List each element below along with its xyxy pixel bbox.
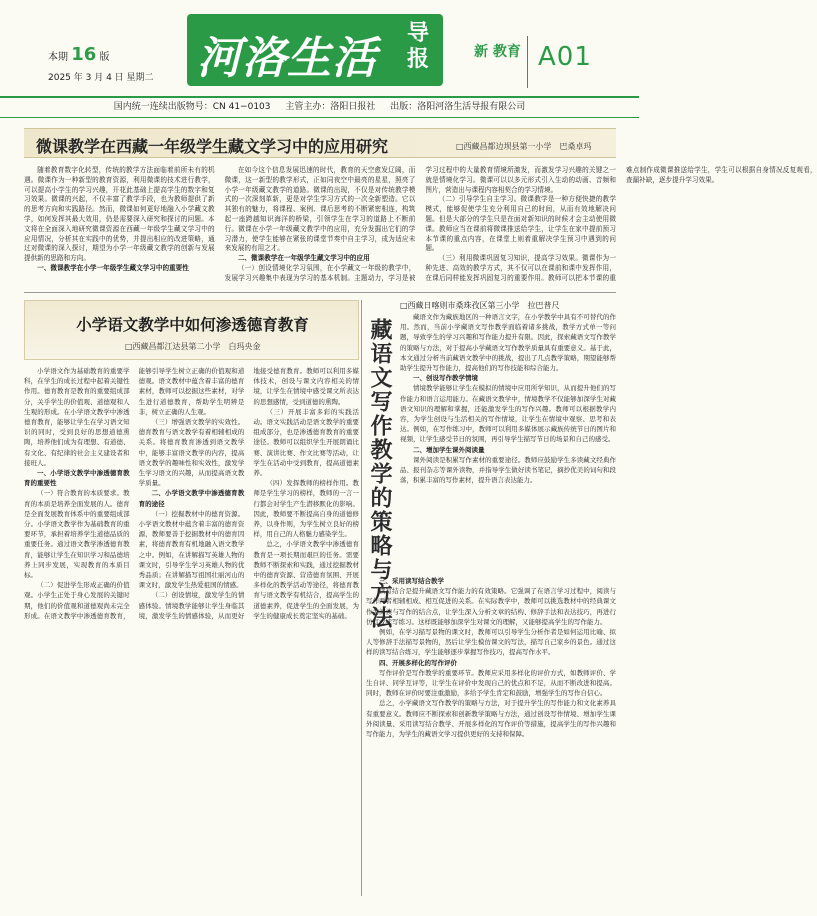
paragraph: （三）增强语文教学的实效性。德育教育与语文教学有着相辅相成的关系。将德育教育渗透到语文教学中，能够丰富语文教学的内容，提高语文教学的趣味性和实效性，激发学生学习语文的兴趣，从而提高语文教学质量。 (138, 418, 245, 488)
article-body (24, 166, 817, 286)
paragraph: （二）创设情境，激发学生的情感体验。情境教学能够让学生身临其境，激发学生的情感体验，从而更好地接受德育教育。教师可以利用多媒体技术，创设与课文内容相关的情境，让学生在情境中感受课文所表达的思想感情，受到道德的熏陶。 (138, 367, 359, 620)
issue-date: 2025 年 3 月 4 日 星期二 (48, 73, 154, 83)
article-title: 藏语文写作教学的策略与方法 (367, 318, 393, 630)
section-heading: 四、开展多样化的写作评价 (379, 658, 457, 667)
section-heading: 三、采用读写结合教学 (379, 577, 444, 585)
article-moral-education (24, 300, 359, 896)
paragraph: （三）开展丰富多彩的实践活动。语文实践活动是语文教学的重要组成部分，也是渗透德育教育的重要途径。教师可以组织学生开展朗诵比赛、演讲比赛、作文比赛等活动，让学生在活动中受到教育，提高道德素养。 (253, 407, 359, 478)
paragraph: （四）发挥教师的榜样作用。教师是学生学习的榜样，教师的一言一行都会对学生产生潜移默化的影响。因此，教师要不断提高自身的道德修养，以身作则，为学生树立良好的榜样，用自己的人格魅力感染学生。 (253, 479, 359, 539)
horizontal-divider (24, 292, 616, 293)
paragraph: （一）创设情境化学习氛围，在小学藏文一年级的教学中，发展学习兴趣集中表现为学习的基本机制。主题动力，学习是被学习过程中的大量教育情境所激发，而激发学习兴趣的关键之一就是情境化学习。微课可以以多元形式引入生动的动画、音频和图片，营造出与课程内容相契合的学习情境。 (224, 166, 616, 282)
section-label: 新 教育 (468, 36, 528, 88)
article-author: □西藏日喀则市桑珠孜区第三小学 拉巴普尺 (400, 301, 560, 310)
section-heading: 二、增加学生课外阅读量 (413, 445, 485, 454)
issue-number: 16 (71, 44, 97, 65)
masthead (0, 0, 639, 102)
article-author: □西藏昌都边坝县第一小学 巴桑卓玛 (456, 142, 592, 151)
sponsor: 主管主办：洛阳日报社 (285, 102, 376, 112)
article-title-bar (24, 300, 359, 360)
paragraph: 读写结合是提升藏语文写作能力的有效策略。它强调了在语言学习过程中，阅读与写作两者相辅相成、相互促进的关系。在实际教学中，教师可以挑选教材中的经典课文作为阅读与写作的结合点，让学生深入分析文章的结构、修辞手法和表达技巧，再进行仿写或续写练习。这样既能够加深学生对课文的理解，又能够提高学生的写作能力。 (366, 587, 616, 626)
issue-suffix: 版 (99, 52, 110, 63)
paragraph: 例如，在学习描写景物的课文时，教师可以引导学生分析作者是如何运用比喻、拟人等修辞手法描写景物的，然后让学生模仿课文的写法，描写自己家乡的景色。通过这样的读写结合练习，学生能够逐步掌握写作技巧，提高写作水平。 (366, 628, 616, 657)
cn-number: 国内统一连续出版物号：CN 41−0103 (113, 102, 271, 112)
paragraph: （一）符合教育的本质要求。教育的本质是培养全面发展的人。德育是全面发展教育体系中的重要组成部分。小学语文教学作为基础教育的重要环节，承担着培养学生道德品质的重要任务。通过语文教学渗透德育教育，能够让学生在知识学习和品德培养上同步发展，实现教育的本质目标。 (24, 489, 130, 580)
section-heading: 二、小学语文教学中渗透德育教育的途径 (138, 489, 245, 508)
article-microlecture (24, 128, 817, 286)
paragraph: 写作评价是写作教学的重要环节。教师应采用多样化的评价方式，如教师评价、学生自评、同学互评等，让学生在评价中发现自己的优点和不足，从而不断改进和提高。同时，教师在评价时要注重激励，多给予学生肯定和鼓励，增强学生的写作自信心。 (366, 668, 616, 698)
paper-name: 河洛生活 (197, 33, 377, 84)
paragraph: （二）促进学生形成正确的价值观。小学生正处于身心发展的关键时期，他们的价值观和道德观尚未完全形成。在语文教学中渗透德育教育，能够引导学生树立正确的价值观和道德观。语文教材中蕴含着丰富的德育素材，教师可以挖掘这些素材，对学生进行道德教育，帮助学生明辨是非，树立正确的人生观。 (24, 367, 245, 620)
paragraph: 在如今这个信息发展迅速的时代，教育的天空愈发辽阔，而微课，这一新型的教学形式，正如同夜空中最亮的星星，照亮了小学一年级藏文教学的道路。微课的出现，不仅是对传统教学模式的一次深刻革新，更是对学生学习方式的一次全新塑造。它以其独有的魅力，将课程、案例、课后思考的不断紧密相连，构筑起一座跨越知识海洋的桥梁，引领学生在学习的道路上不断前行。微课在小学一年级藏文教学中的应用，充分发掘出它们的学习潜力，使学生能够在紧张的课堂节奏中自主学习，成为适应未来发展的有用之才。 (224, 166, 416, 253)
section-heading: 二、微课教学在一年级学生藏文学习中的应用 (237, 254, 370, 263)
paragraph: （一）挖掘教材中的德育资源。小学语文教材中蕴含着丰富的德育资源，教师要善于挖掘教材中的德育因素，将德育教育有机地融入语文教学之中。例如，在讲解描写英雄人物的课文时，引导学生学习英雄人物的优秀品质；在讲解描写祖国壮丽河山的课文时，激发学生热爱祖国的情感。 (138, 509, 245, 590)
paragraph: 藏语文作为藏族地区的一种语言文字，在小学教学中具有不可替代的作用。然而，当前小学藏语文写作教学面临着诸多挑战，教学方式单一等问题，导致学生的学习兴趣和写作能力提升有限。因此，探索藏语文写作教学的策略与方法，对于提高小学藏语文写作教学质量具有重要意义。基于此，本文通过分析当前藏语文教学中的挑战，提出了几点教学策略，期望能够帮助学生提升写作能力，提高他们的写作技能和综合能力。 (400, 313, 616, 373)
paragraph: 课外阅读是积累写作素材的重要途径。教师应鼓励学生多读藏文经典作品、报刊杂志等课外读物，并指导学生做好读书笔记，摘抄优美的词句和段落，积累丰富的写作素材，提升语言表达能力。 (400, 455, 616, 485)
vertical-divider (361, 300, 362, 896)
paragraph: （三）利用微课巩固复习知识，提高学习效果。微课作为一种先进、高效的教学方式，其不仅可以在课前和课中发挥作用，在课后同样能发挥巩固复习的重要作用。教师可以把本节课的重难点制作成微课推送给学生，学生可以根据自身情况反复观看，查漏补缺，逐步提升学习效果。 (425, 166, 817, 282)
issue-info (48, 44, 109, 65)
paragraph: 情境教学能够让学生在模拟的情境中应用所学知识，从而提升他们的写作能力和语言运用能力。在藏语文教学中，情境教学不仅能够加深学生对藏语文知识的理解和掌握，还能激发学生的写作兴趣。教师可以根据教学内容，为学生创设与生活相关的写作情境，让学生在情境中观察、思考和表达。例如，在写作练习中，教师可以利用多媒体展示藏族传统节日的图片和视频，让学生感受节日的氛围，再引导学生描写节日的场景和自己的感受。 (400, 384, 616, 444)
paragraph: 总之，小学语文教学中渗透德育教育是一项长期而艰巨的任务。需要教师不断探索和实践，通过挖掘教材中的德育资源、营造德育氛围、开展多样化的教学活动等途径，将德育教育与语文教学有机结合，提高学生的道德素养，促进学生的全面发展，为学生的健康成长奠定坚实的基础。 (253, 540, 359, 620)
paragraph: 小学语文作为基础教育的重要学科，在学生的成长过程中起着关键性作用。德育教育是教育的重要组成部分，关乎学生的价值观、道德观和人生观的形成。在小学语文教学中渗透德育教育，能够让学生在学习语文知识的同时，受到良好的思想道德熏陶，培养他们成为有理想、有道德、有文化、有纪律的社会主义建设者和接班人。 (24, 367, 130, 467)
paper-sub: 导报 (406, 20, 429, 72)
issue-prefix: 本期 (48, 52, 68, 63)
publication-info-bar (0, 96, 639, 118)
article-title: 小学语文教学中如何渗透德育教育 (76, 316, 309, 334)
article-tibetan-writing (366, 300, 616, 896)
publisher: 出版：洛阳河洛生活导报有限公司 (390, 102, 526, 112)
section-heading: 一、创设写作教学情境 (413, 374, 478, 383)
paragraph: 随着教育数字化转型，传统的教学方法面临着前所未有的机遇。微课作为一种新型的教育资源，利用微课的技术进行教学，可以提高小学生的学习兴趣，开花此基础上提高学生的数字和复习效果。微课的兴起，不仅丰富了教学手段，也为教师提供了新的思考方向和实践路径。然而，微课如何更好地融入小学藏文教学，如何发挥其最大效用，仍是需要深入研究和探讨的问题。本文将在全面深入地研究微课资源在西藏一年级学生藏文学习中的应用情况，分析其在实践中的优势，并提出相应的改进策略，通过对微课的深入探讨，期望为小学一年级藏文教学的创新与发展提供新的思路和方向。 (24, 166, 215, 263)
article-body (24, 366, 359, 896)
article-author: □西藏昌都江达县第二小学 白玛央金 (125, 342, 261, 351)
paragraph: 总之，小学藏语文写作教学的策略与方法，对于提升学生的写作能力和文化素养具有重要意义。教师应不断探索和创新教学策略与方法，通过创设写作情境、增加学生课外阅读量、采用读写结合教学、开展多样化的写作评价等措施，提高学生的写作兴趣和写作能力，为学生的藏语文学习提供更好的支持和保障。 (366, 699, 616, 739)
section-heading: 一、微课教学在小学一年级学生藏文学习中的重要性 (37, 263, 189, 272)
article-title: 微课教学在西藏一年级学生藏文学习中的应用研究 (36, 137, 389, 156)
section-heading: 一、小学语文教学中渗透德育教育的重要性 (24, 469, 130, 488)
paper-logo (187, 14, 443, 86)
page-number: A01 (538, 42, 592, 72)
paragraph: （二）引导学生自主学习。微课教学是一种方便快捷的教学模式，能够促使学生充分利用自己的时间，从而有效地解决问题。但是大部分的学生只是在面对新知识的时候才会主动使用微课。教师应当在课前将微课推送给学生，让学生在家中提前预习本节课的重点内容，在课堂上则着重解决学生预习中遇到的问题。 (425, 195, 616, 253)
article-body-top (400, 312, 616, 574)
article-body-bottom (366, 576, 616, 896)
article-title-bar (24, 128, 616, 158)
